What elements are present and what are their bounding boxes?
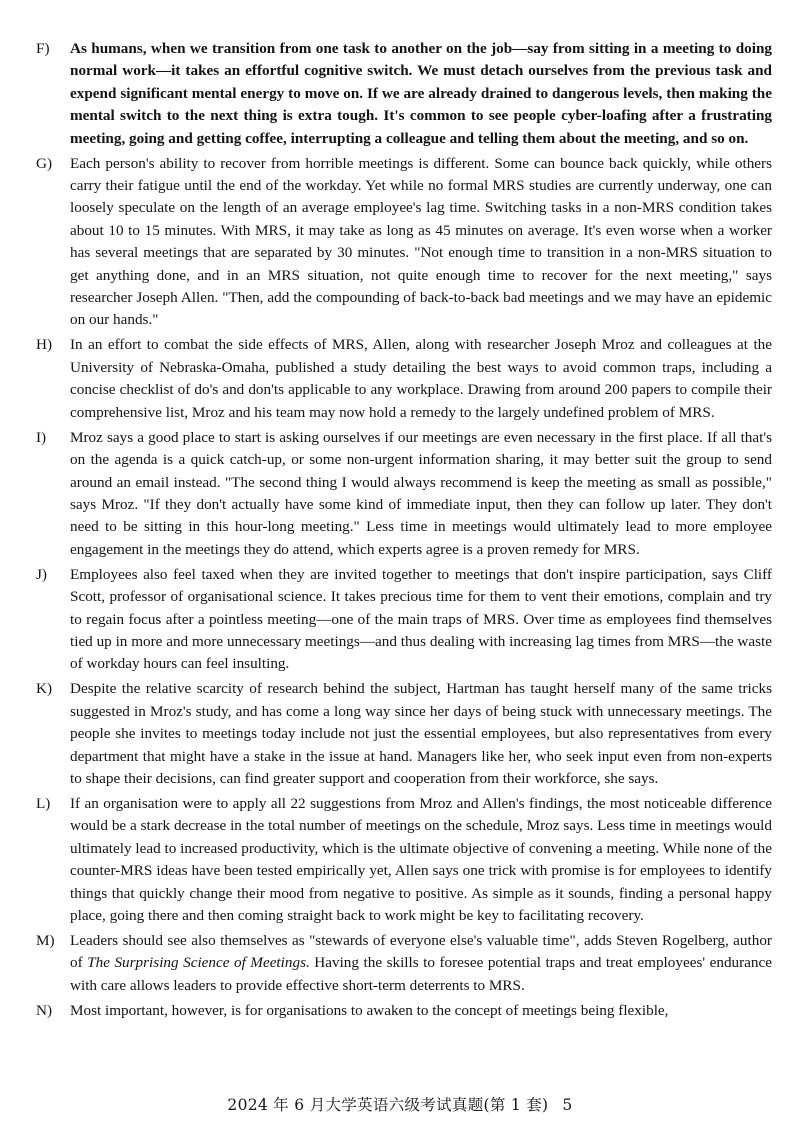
page-footer xyxy=(0,1093,800,1115)
paragraph-letter: F) xyxy=(36,40,50,57)
paragraph-text: If an organisation were to apply all 22 suggestions from Mroz and Allen's findings, the most noticeable difference would be a stark decrease in the total number of meetings on the schedule, Mroz says. Less time in meetings would ultimately lead to increased productivity, which is the ultimate objective of convening a meeting. While none of the counter-MRS ideas have been tested empirically yet, Allen says one trick with promise is for employees to identify things that quickly change their mood from negative to positive. As simple as it sounds, finding a personal happy place, going there and then coming straight back to work might be key to facilitating recovery. xyxy=(70,794,772,924)
exam-label: 2024 年 6 月大学英语六级考试真题(第 1 套) xyxy=(227,1096,549,1114)
passage-body xyxy=(36,38,772,1025)
paragraph-text: In an effort to combat the side effects of MRS, Allen, along with researcher Joseph Mroz and colleagues at the University of Nebraska-Omaha, published a study detailing the best ways to avoid common traps, including a concise checklist of do's and don'ts applicable to any workplace. Drawing from around 200 papers to compile their comprehensive list, Mroz and his team may now hold a remedy to the largely undefined problem of MRS. xyxy=(70,336,772,421)
paragraph-letter: L) xyxy=(36,794,51,812)
paragraph-letter: J) xyxy=(36,565,47,583)
paragraph-letter: G) xyxy=(36,154,53,172)
paragraph-j xyxy=(36,564,772,676)
paragraph-text: Most important, however, is for organisations to awaken to the concept of meetings being flexible, xyxy=(70,1001,669,1019)
paragraph-text-after-title: Having the skills to foresee potential traps and treat employees' endurance with care allows leaders to provide effective short-term deterrents to MRS. xyxy=(70,954,772,994)
paragraph-letter: H) xyxy=(36,336,53,354)
paragraph-h xyxy=(36,334,772,424)
paragraph-k xyxy=(36,678,772,790)
paragraph-text-before-title: Leaders should see also themselves as "stewards of everyone else's valuable time", adds Steven Rogelberg, author of xyxy=(70,932,772,972)
paragraph-text: Despite the relative scarcity of research behind the subject, Hartman has taught herself many of the same tricks suggested in Mroz's study, and has come a long way since her days of being stuck with unnecessary meetings. The people she invites to meetings today include not just the essential employees, but also representatives from every department that might have a stake in the issue at hand. Managers like her, who seek input even from non-experts to shape their decisions, can find greater support and cooperation from their workforce, she says. xyxy=(70,680,772,787)
paragraph-text: Mroz says a good place to start is asking ourselves if our meetings are even necessary in the first place. If all that's on the agenda is a quick catch-up, or some non-urgent information sharing, it may better suit the group to send around an email instead. "The second thing I would always recommend is keep the meeting as small as possible," says Mroz. "If they don't actually have some kind of immediate input, then they can follow up later. They don't need to be sitting in this hour-long meeting." Less time in meetings would ultimately lead to more employee engagement in the meetings they do attend, which experts agree is a proven remedy for MRS. xyxy=(70,428,772,558)
paragraph-text: Each person's ability to recover from horrible meetings is different. Some can bounce back quickly, while others carry their fatigue until the end of the workday. Yet while no formal MRS studies are currently underway, one can loosely speculate on the length of an average employee's lag time. Switching tasks in a non-MRS condition takes about 10 to 15 minutes. With MRS, it may take as long as 45 minutes on average. It's even worse when a worker has several meetings that are separated by 30 minutes. "Not enough time to transition in a non-MRS situation to get anything done, and in an MRS situation, not quite enough time to recover for the next meeting," says researcher Joseph Allen. "Then, add the compounding of back-to-back bad meetings and we may have an epidemic on our hands." xyxy=(70,154,772,329)
paragraph-letter: M) xyxy=(36,932,55,949)
paragraph-text xyxy=(70,932,772,994)
paragraph-text: As humans, when we transition from one task to another on the job—say from sitting in a meeting to doing normal work—it takes an effortful cognitive switch. We must detach ourselves from the previous task and expend significant mental energy to move on. If we are already drained to dangerous levels, then making the mental switch to the next thing is extra tough. It's common to see people cyber-loafing after a frustrating meeting, going and getting coffee, interrupting a colleague and telling them about the meeting, and so on. xyxy=(70,40,772,147)
paragraph-l xyxy=(36,793,772,927)
paragraph-f xyxy=(36,38,772,150)
paragraph-letter: K) xyxy=(36,680,53,698)
book-title: The Surprising Science of Meetings. xyxy=(87,954,310,972)
paragraph-m xyxy=(36,930,772,997)
paragraph-letter: N) xyxy=(36,1001,53,1019)
paragraph-g xyxy=(36,153,772,332)
paragraph-letter: I) xyxy=(36,428,47,446)
paragraph-text: Employees also feel taxed when they are invited together to meetings that don't inspire participation, says Cliff Scott, professor of organisational science. It takes precious time for them to vent their emotions, complain and try to regain focus after a pointless meeting—one of the main traps of MRS. Over time as employees find themselves tied up in more and more unnecessary meetings—and thus dealing with increasing lag times from MRS—the waste of workday hours can feel insulting. xyxy=(70,565,772,673)
paragraph-i xyxy=(36,427,772,561)
page-number: 5 xyxy=(562,1096,573,1114)
paragraph-n xyxy=(36,1000,772,1022)
